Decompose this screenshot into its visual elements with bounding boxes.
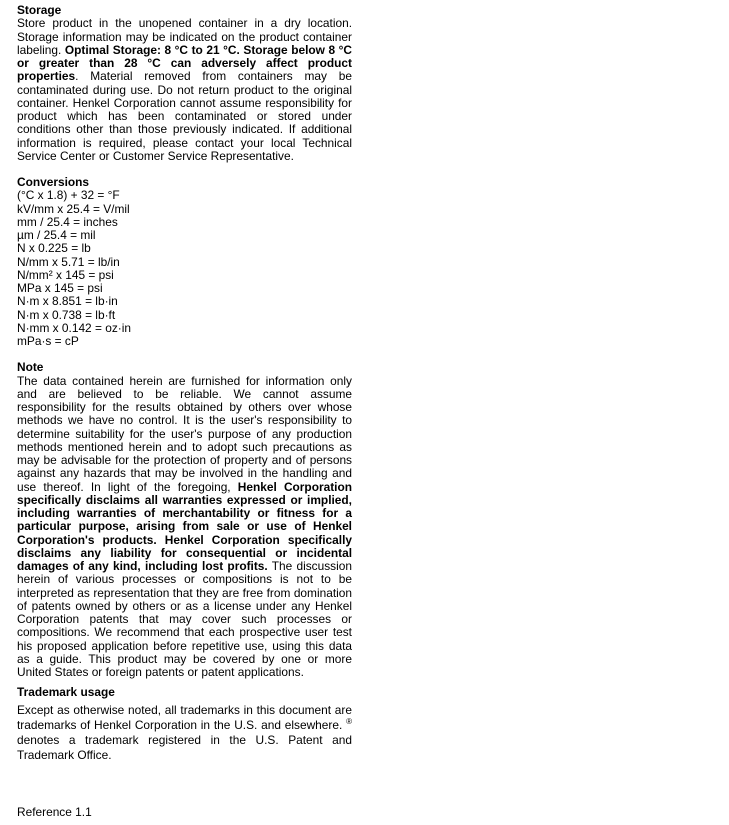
trademark-paragraph bbox=[17, 703, 352, 764]
conversions-heading: Conversions bbox=[17, 175, 90, 189]
note-text-intro: The data contained herein are furnished for information only and are believed to be reliable. We cannot assume responsibility for the results obtained by others over whose methods we have no control. It is the user's responsibility to determine suitability for the user's purpose of any production methods mentioned herein and to adopt such precautions as may be advisable for the protection of property and of persons against any hazards that may be involved in the handling and use thereof. In light of the foregoing, bbox=[17, 373, 352, 494]
note-heading: Note bbox=[17, 360, 44, 375]
conversion-item: kV/mm x 25.4 = V/mil bbox=[17, 201, 130, 216]
conversion-item: N/mm² x 145 = psi bbox=[17, 267, 114, 282]
conversion-item: N·m x 8.851 = lb·in bbox=[17, 294, 118, 309]
note-text-closing: The discussion herein of various processes or compositions is not to be interpreted as representation that they are free from domination of patents owned by others or as a license under any Henkel Corporation patents that may cover such processes or compositions. We recommend that each prospective user test his proposed application before repetitive use, using this data as a guide. This product may be covered by one or more United States or foreign patents or patent applications. bbox=[17, 559, 352, 679]
conversion-item: N·m x 0.738 = lb·ft bbox=[17, 307, 116, 322]
conversion-item: mm / 25.4 = inches bbox=[17, 214, 118, 229]
conversions-section bbox=[17, 176, 352, 348]
reference-footer: Reference 1.1 bbox=[17, 805, 92, 819]
conversion-item: mPa·s = cP bbox=[17, 334, 79, 348]
optimal-storage-text: Optimal Storage: 8 °C to 21 °C. Storage below 8 °C or greater than 28 °C can adversely affect product properties bbox=[17, 42, 353, 84]
optimal-storage-period: . bbox=[75, 69, 79, 84]
note-section bbox=[17, 361, 352, 679]
storage-section bbox=[17, 4, 352, 163]
document-column bbox=[17, 4, 352, 764]
storage-intro-text: Store product in the unopened container in a dry location. Storage information may be indicated on the product container labeling. bbox=[17, 16, 352, 57]
section-spacer bbox=[17, 348, 352, 361]
conversion-item: N/mm x 5.71 = lb/in bbox=[17, 254, 120, 269]
trademark-text-intro: Except as otherwise noted, all trademarks in this document are trademarks of Henkel Corporation in the U.S. and elsewhere. bbox=[17, 702, 352, 732]
trademark-section bbox=[17, 685, 352, 763]
storage-body-text: Material removed from containers may be contaminated during use. Do not return product to the original container. Henkel Corporation cannot assume responsibility for product which has been contaminated or stored under conditions other than those previously indicated. If additional information is required, please contact your local Technical Service Center or Customer Service Representative. bbox=[17, 69, 352, 163]
conversion-item: N x 0.225 = lb bbox=[17, 241, 91, 256]
conversion-item: MPa x 145 = psi bbox=[17, 281, 103, 295]
conversion-item: µm / 25.4 = mil bbox=[17, 228, 96, 242]
conversion-item: (°C x 1.8) + 32 = °F bbox=[17, 188, 120, 203]
note-disclaimer-bold: Henkel Corporation specifically disclaims all warranties expressed or implied, including warranties of merchantability or fitness for a particular purpose, arising from sale or use of Henkel Corporation's products. Henkel Corporation specifically disclaims any liability for consequential or incidental damages of any kind, including lost profits. bbox=[17, 479, 352, 573]
registered-mark-symbol: ® bbox=[346, 716, 352, 726]
storage-paragraph bbox=[17, 17, 352, 163]
trademark-heading: Trademark usage bbox=[17, 685, 115, 700]
note-paragraph bbox=[17, 375, 352, 680]
conversion-item: N·mm x 0.142 = oz·in bbox=[17, 320, 131, 335]
storage-heading: Storage bbox=[17, 3, 62, 17]
trademark-text-closing: denotes a trademark registered in the U.S. Patent and Trademark Office. bbox=[17, 733, 352, 763]
